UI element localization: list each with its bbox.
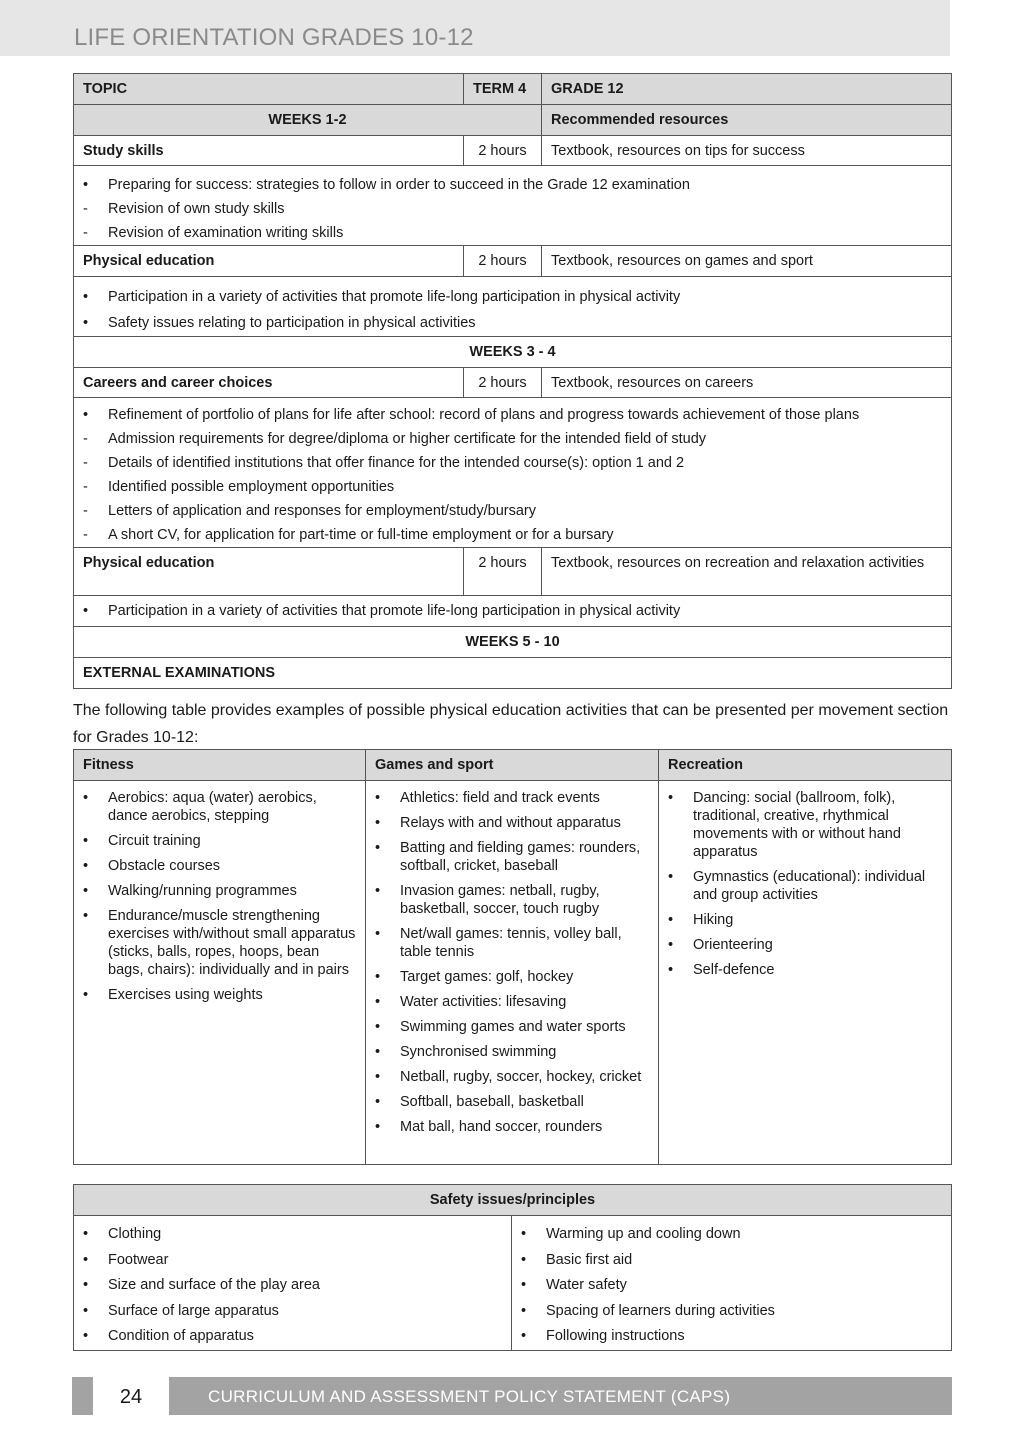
footer-title: CURRICULUM AND ASSESSMENT POLICY STATEMENT (CAPS) bbox=[208, 1387, 731, 1406]
pe-2-resources: Textbook, resources on recreation and relaxation activities bbox=[542, 548, 952, 596]
study-skills-hours: 2 hours bbox=[464, 136, 542, 166]
list-item: - Revision of own study skills bbox=[83, 197, 942, 221]
activities-table bbox=[73, 749, 952, 1165]
list-item: • Surface of large apparatus bbox=[83, 1299, 502, 1325]
list-item: - Revision of examination writing skills bbox=[83, 221, 942, 245]
list-item: • Exercises using weights bbox=[83, 986, 356, 1004]
list-item: - Details of identified institutions that offer finance for the intended course(s): option 1 and 2 bbox=[83, 451, 942, 475]
page-number: 24 bbox=[93, 1377, 169, 1415]
careers-content bbox=[74, 398, 952, 548]
recreation-list-cell bbox=[659, 781, 952, 1165]
list-item: • Netball, rugby, soccer, hockey, cricket bbox=[375, 1068, 649, 1086]
safety-right-cell bbox=[512, 1216, 952, 1351]
study-skills-content bbox=[74, 166, 952, 246]
list-item: • Obstacle courses bbox=[83, 857, 356, 875]
pe-2-hours: 2 hours bbox=[464, 548, 542, 596]
list-item: • Safety issues relating to participation in physical activities bbox=[83, 310, 942, 336]
list-item: • Spacing of learners during activities bbox=[521, 1299, 942, 1325]
list-item: • Following instructions bbox=[521, 1324, 942, 1350]
list-item: • Preparing for success: strategies to follow in order to succeed in the Grade 12 examination bbox=[83, 173, 942, 197]
pe-1-resources: Textbook, resources on games and sport bbox=[542, 246, 952, 277]
list-item: • Size and surface of the play area bbox=[83, 1273, 502, 1299]
list-item: • Participation in a variety of activities that promote life-long participation in physical activity bbox=[83, 284, 942, 310]
careers-title: Careers and career choices bbox=[74, 368, 464, 398]
weeks-1-2-heading: WEEKS 1-2 bbox=[74, 105, 542, 136]
safety-table bbox=[73, 1184, 952, 1351]
list-item: • Water activities: lifesaving bbox=[375, 993, 649, 1011]
list-item: • Water safety bbox=[521, 1273, 942, 1299]
list-item: • Orienteering bbox=[668, 936, 942, 954]
recommended-resources-heading: Recommended resources bbox=[542, 105, 952, 136]
list-item: • Footwear bbox=[83, 1248, 502, 1274]
external-examinations: EXTERNAL EXAMINATIONS bbox=[74, 658, 952, 689]
pe-2-content bbox=[74, 596, 952, 627]
list-item: • Circuit training bbox=[83, 832, 356, 850]
list-item: • Walking/running programmes bbox=[83, 882, 356, 900]
fitness-list-cell bbox=[74, 781, 366, 1165]
list-item: • Athletics: field and track events bbox=[375, 789, 649, 807]
safety-left-cell bbox=[74, 1216, 512, 1351]
list-item: - Admission requirements for degree/diploma or higher certificate for the intended field of study bbox=[83, 427, 942, 451]
grade-header: GRADE 12 bbox=[542, 74, 952, 105]
list-item: • Batting and fielding games: rounders, softball, cricket, baseball bbox=[375, 839, 649, 875]
fitness-header: Fitness bbox=[74, 750, 366, 781]
list-item: • Dancing: social (ballroom, folk), traditional, creative, rhythmical movements with or without hand apparatus bbox=[668, 789, 942, 861]
study-skills-title: Study skills bbox=[74, 136, 464, 166]
list-item: - Identified possible employment opportunities bbox=[83, 475, 942, 499]
pe-1-title: Physical education bbox=[74, 246, 464, 277]
list-item: • Aerobics: aqua (water) aerobics, dance aerobics, stepping bbox=[83, 789, 356, 825]
list-item: • Participation in a variety of activities that promote life-long participation in physical activity bbox=[83, 602, 942, 620]
list-item: • Relays with and without apparatus bbox=[375, 814, 649, 832]
list-item: • Gymnastics (educational): individual and group activities bbox=[668, 868, 942, 904]
careers-resources: Textbook, resources on careers bbox=[542, 368, 952, 398]
list-item: • Swimming games and water sports bbox=[375, 1018, 649, 1036]
weeks-3-4-heading: WEEKS 3 - 4 bbox=[74, 337, 952, 368]
pe-1-hours: 2 hours bbox=[464, 246, 542, 277]
careers-hours: 2 hours bbox=[464, 368, 542, 398]
games-header: Games and sport bbox=[366, 750, 659, 781]
list-item: • Warming up and cooling down bbox=[521, 1222, 942, 1248]
list-item: • Hiking bbox=[668, 911, 942, 929]
list-item: • Self-defence bbox=[668, 961, 942, 979]
list-item: • Endurance/muscle strengthening exercises with/without small apparatus (sticks, balls, ropes, hoops, bean bags, chairs): individually and in pairs bbox=[83, 907, 356, 979]
list-item: • Net/wall games: tennis, volley ball, table tennis bbox=[375, 925, 649, 961]
term-plan-table bbox=[73, 73, 952, 689]
list-item: • Clothing bbox=[83, 1222, 502, 1248]
weeks-5-10-heading: WEEKS 5 - 10 bbox=[74, 627, 952, 658]
list-item: - Letters of application and responses for employment/study/bursary bbox=[83, 499, 942, 523]
pe-2-title: Physical education bbox=[74, 548, 464, 596]
study-skills-resources: Textbook, resources on tips for success bbox=[542, 136, 952, 166]
list-item: • Mat ball, hand soccer, rounders bbox=[375, 1118, 649, 1136]
list-item: - A short CV, for application for part-time or full-time employment or for a bursary bbox=[83, 523, 942, 547]
list-item: • Synchronised swimming bbox=[375, 1043, 649, 1061]
safety-heading: Safety issues/principles bbox=[74, 1185, 952, 1216]
list-item: • Target games: golf, hockey bbox=[375, 968, 649, 986]
intro-paragraph: The following table provides examples of possible physical education activities that can be presented per movement section for Grades 10-12: bbox=[73, 702, 949, 746]
list-item: • Refinement of portfolio of plans for life after school: record of plans and progress towards achievement of those plans bbox=[83, 403, 942, 427]
list-item: • Invasion games: netball, rugby, basketball, soccer, touch rugby bbox=[375, 882, 649, 918]
list-item: • Condition of apparatus bbox=[83, 1324, 502, 1350]
pe-1-content bbox=[74, 277, 952, 337]
list-item: • Basic first aid bbox=[521, 1248, 942, 1274]
list-item: • Softball, baseball, basketball bbox=[375, 1093, 649, 1111]
games-list-cell bbox=[366, 781, 659, 1165]
page-header-title: LIFE ORIENTATION GRADES 10-12 bbox=[74, 24, 474, 51]
topic-header: TOPIC bbox=[74, 74, 464, 105]
recreation-header: Recreation bbox=[659, 750, 952, 781]
term-header: TERM 4 bbox=[464, 74, 542, 105]
